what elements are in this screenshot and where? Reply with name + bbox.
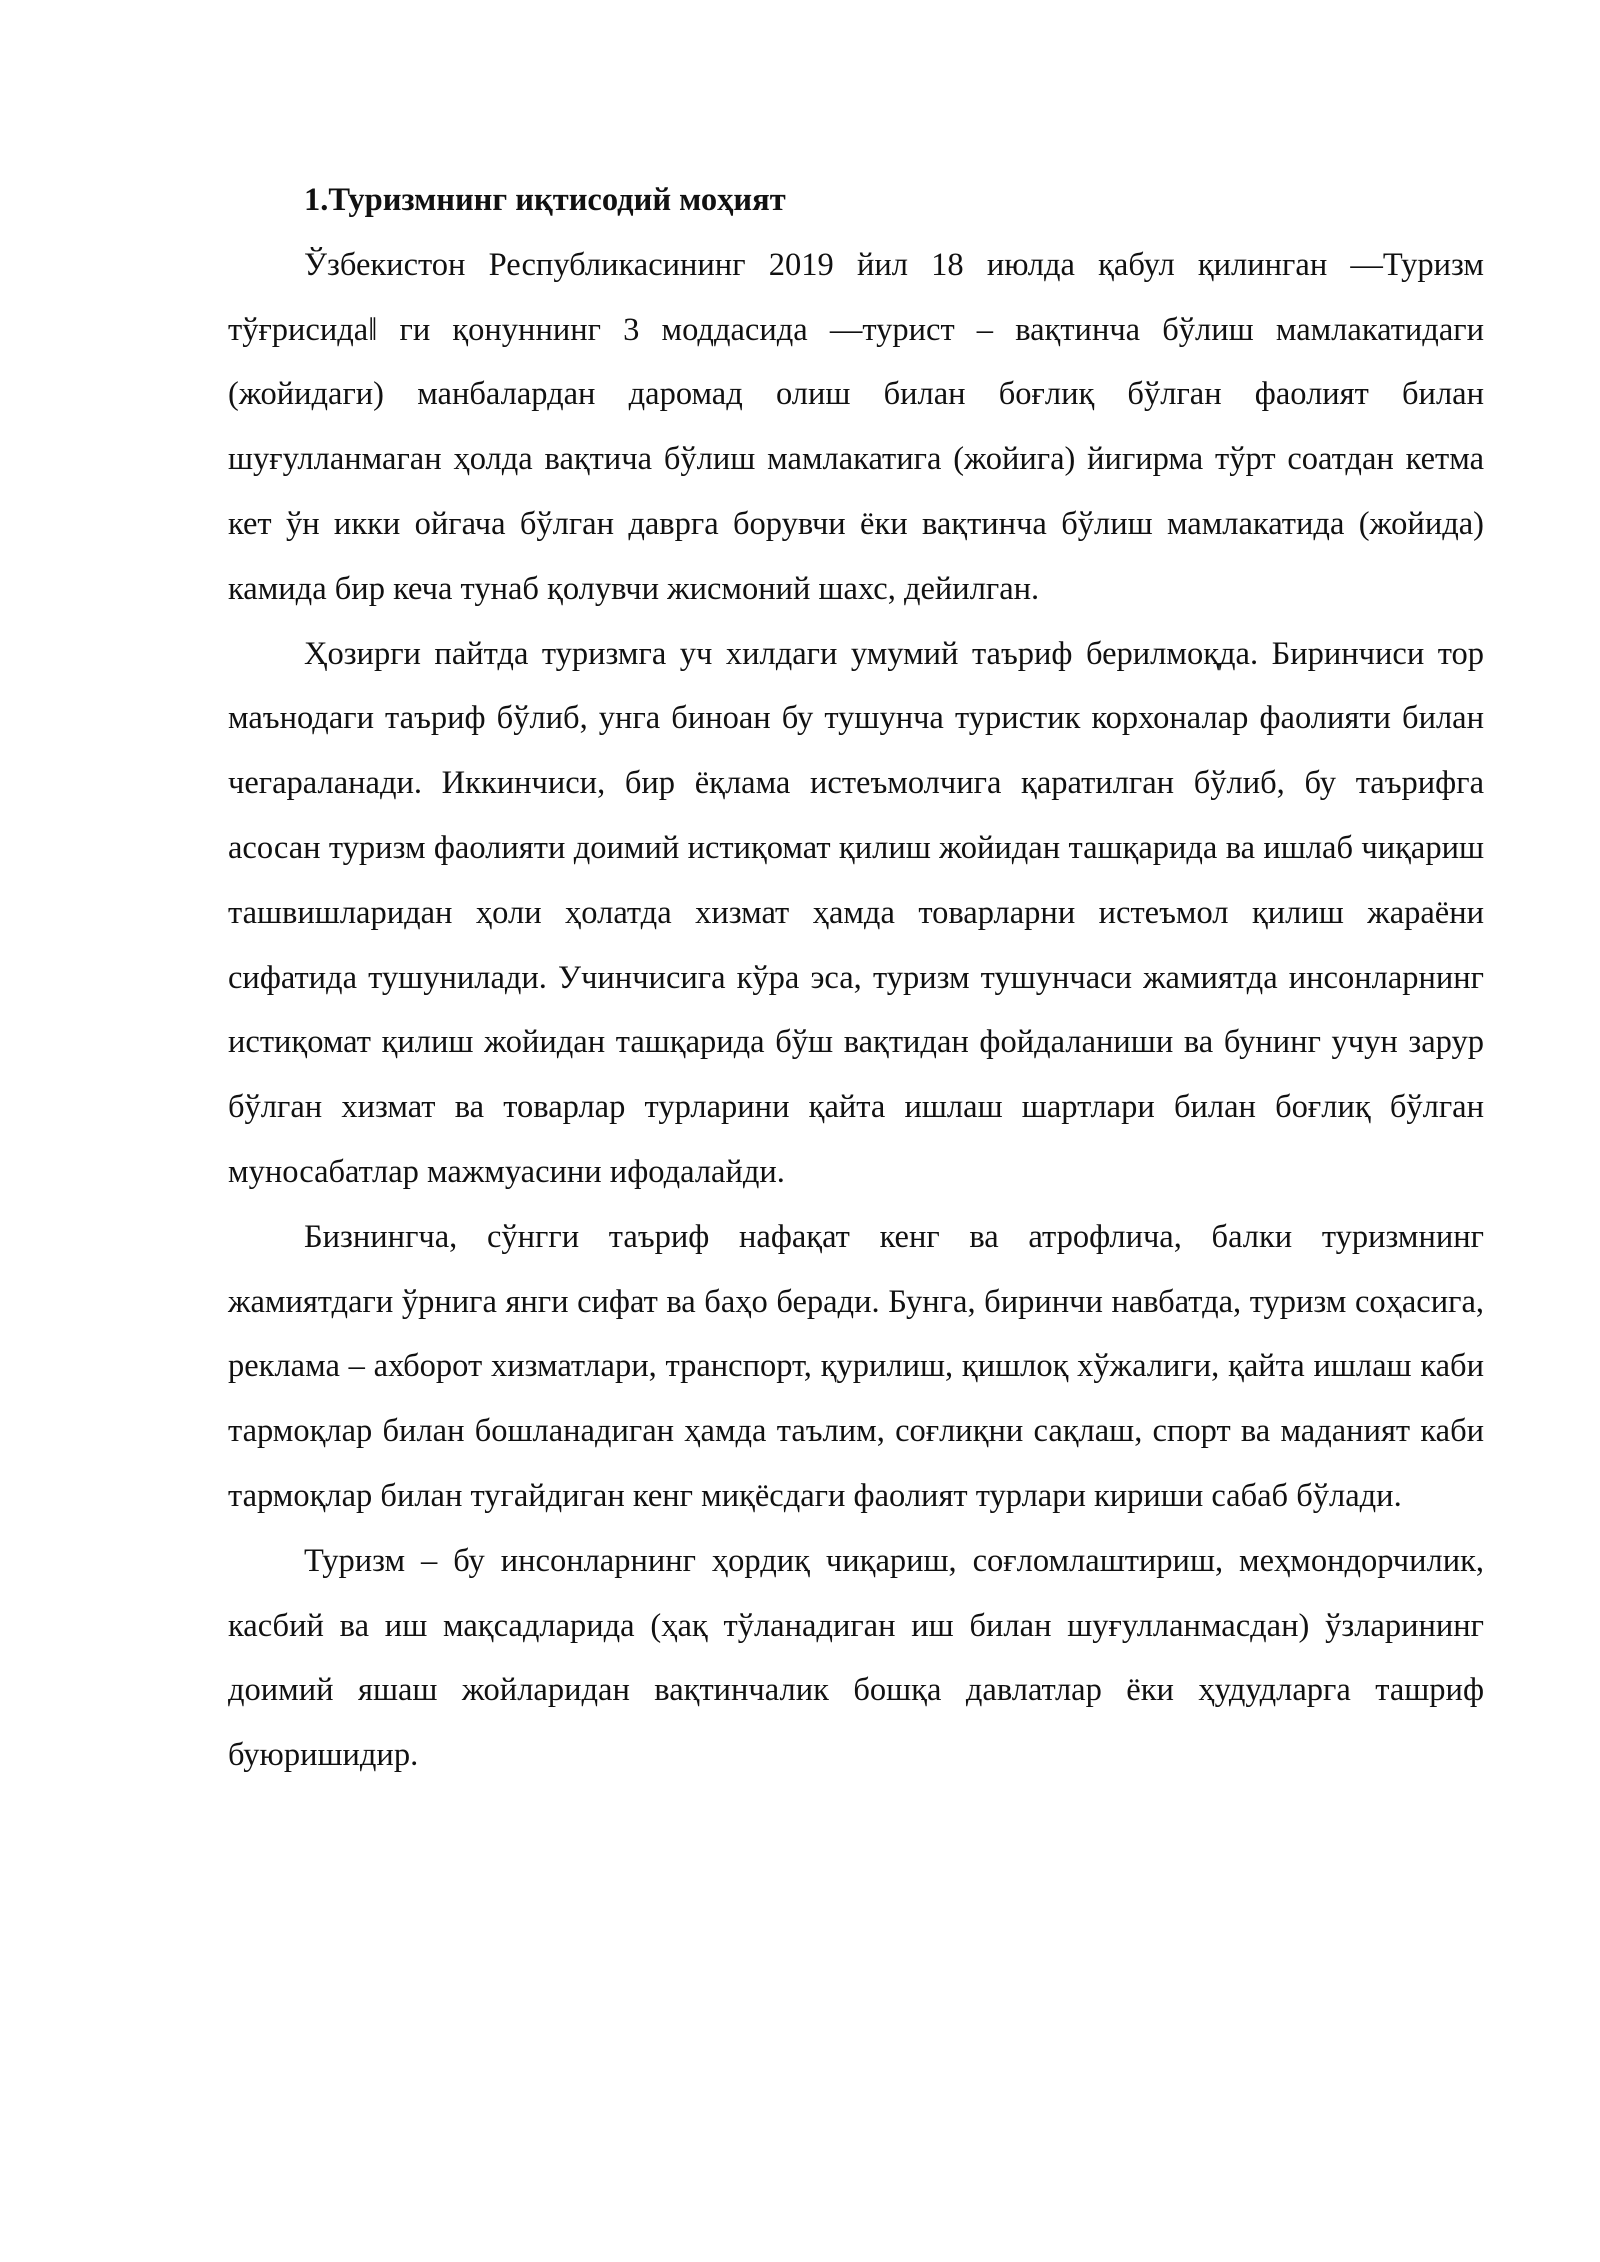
paragraph-tourist-definition: Ўзбекистон Республикасининг 2019 йил 18 июлда қабул қилинган ―Туризм тўғрисида‖ ги қонуннинг 3 моддасида ―турист – вақтинча бўлиш мамлакатидаги (жойидаги) манбалардан даромад олиш билан боғлиқ бўлган фаолият билан шуғулланмаган ҳолда вақтича бўлиш мамлакатига (жойига) йигирма тўрт соатдан кетма кет ўн икки ойгача бўлган даврга борувчи ёки вақтинча бўлиш мамлакатида (жойида) камида бир кеча тунаб қолувчи жисмоний шахс, дейилган.	[228, 246, 1484, 607]
paragraph-three-definitions: Ҳозирги пайтда туризмга уч хилдаги умумий таъриф берилмоқда. Биринчиси тор маънодаги таъриф бўлиб, унга биноан бу тушунча туристик корхоналар фаолияти билан чегараланади. Иккинчиси, бир ёқлама истеъмолчига қаратилган бўлиб, бу таърифга асосан туризм фаолияти доимий истиқомат қилиш жойидан ташқарида ва ишлаб чиқариш ташвишларидан ҳоли ҳолатда хизмат ҳамда товарларни истеъмол қилиш жараёни сифатида тушунилади. Учинчисига кўра эса, туризм тушунчаси жамиятда инсонларнинг истиқомат қилиш жойидан ташқарида бўш вақтидан фойдаланиши ва бунинг учун зарур бўлган хизмат ва товарлар турларини қайта ишлаш шартлари билан боғлиқ бўлган муносабатлар мажмуасини ифодалайди.	[228, 635, 1484, 1190]
paragraph-latest-definition: Бизнингча, сўнгги таъриф нафақат кенг ва атрофлича, балки туризмнинг жамиятдаги ўрнига янги сифат ва баҳо беради. Бунга, биринчи навбатда, туризм соҳасига, реклама – ахборот хизматлари, транспорт, қурилиш, қишлоқ хўжалиги, қайта ишлаш каби тармоқлар билан бошланадиган ҳамда таълим, соғлиқни сақлаш, спорт ва маданият каби тармоқлар билан тугайдиган кенг миқёсдаги фаолият турлари кириши сабаб бўлади.	[228, 1218, 1484, 1514]
section-heading: 1.Туризмнинг иқтисодий моҳият	[304, 182, 786, 218]
paragraph-tourism-definition: Туризм – бу инсонларнинг ҳордиқ чиқариш, соғломлаштириш, меҳмондорчилик, касбий ва иш мақсадларида (ҳақ тўланадиган иш билан шуғулланмасдан) ўзларининг доимий яшаш жойларидан вақтинчалик бошқа давлатлар ёки ҳудудларга ташриф буюришидир.	[228, 1542, 1484, 1774]
document-body	[228, 168, 1484, 1788]
